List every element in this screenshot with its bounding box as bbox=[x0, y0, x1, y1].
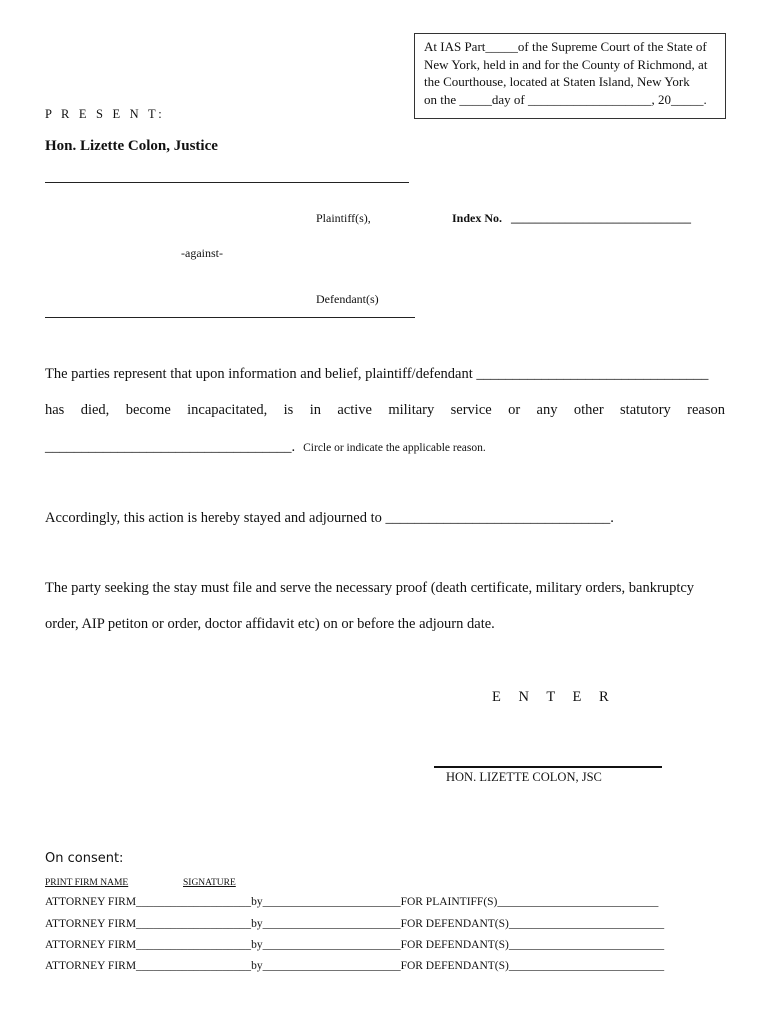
defendant-label: Defendant(s) bbox=[316, 292, 379, 306]
word: has bbox=[45, 402, 65, 418]
paragraph-proof-line2: order, AIP petiton or order, doctor affidavit etc) on or before the adjourn date. bbox=[45, 616, 495, 632]
word: incapacitated, bbox=[187, 402, 268, 418]
reason-blank: __________________________________. bbox=[45, 439, 296, 455]
word: active bbox=[337, 402, 372, 418]
header-print-firm-name: PRINT FIRM NAME bbox=[45, 878, 129, 888]
judge-signature-line bbox=[434, 766, 662, 768]
consent-row-plaintiff[interactable] bbox=[45, 896, 658, 908]
court-info-line: the Courthouse, located at Staten Island, New York bbox=[424, 74, 690, 89]
consent-title: On consent: bbox=[45, 851, 124, 866]
word: or bbox=[508, 402, 521, 418]
word: military bbox=[388, 402, 435, 418]
word: reason bbox=[687, 402, 725, 418]
word: in bbox=[309, 402, 321, 418]
party-field[interactable]: FOR DEFENDANT(S)___________________________ bbox=[400, 939, 665, 951]
consent-row-defendant[interactable] bbox=[45, 960, 664, 972]
court-info-line: New York, held in and for the County of Richmond, at bbox=[424, 56, 708, 72]
paragraph-parties-line2 bbox=[45, 402, 725, 419]
word: service bbox=[450, 402, 492, 418]
justice-name: Hon. Lizette Colon, Justice bbox=[45, 138, 218, 154]
court-info-line: on the _____day of ___________________, 20_____. bbox=[424, 91, 707, 107]
word: statutory bbox=[620, 402, 671, 418]
signature-by-field[interactable]: by________________________ bbox=[251, 960, 401, 972]
header-signature: SIGNATURE bbox=[183, 878, 236, 888]
party-field[interactable]: FOR DEFENDANT(S)___________________________ bbox=[400, 918, 665, 930]
court-info-box bbox=[414, 33, 726, 119]
party-field[interactable]: FOR PLAINTIFF(S)____________________________ bbox=[400, 896, 659, 908]
caption-bottom-rule bbox=[45, 317, 415, 318]
attorney-firm-field[interactable]: ATTORNEY FIRM____________________ bbox=[45, 960, 252, 972]
plaintiff-label: Plaintiff(s), bbox=[316, 211, 371, 225]
word: is bbox=[283, 402, 294, 418]
word: other bbox=[573, 402, 604, 418]
paragraph-adjourned: Accordingly, this action is hereby stayed and adjourned to _______________________________. bbox=[45, 510, 614, 526]
word: become bbox=[125, 402, 171, 418]
index-label: Index No. bbox=[452, 211, 503, 225]
attorney-firm-field[interactable]: ATTORNEY FIRM____________________ bbox=[45, 939, 252, 951]
signature-by-field[interactable]: by________________________ bbox=[251, 896, 401, 908]
index-blank: ______________________________ bbox=[511, 211, 692, 225]
index-number-field[interactable] bbox=[452, 211, 691, 226]
word: died, bbox=[80, 402, 110, 418]
consent-row-defendant[interactable] bbox=[45, 918, 664, 930]
paragraph-parties-line1: The parties represent that upon information and belief, plaintiff/defendant ________________________________ bbox=[45, 366, 709, 382]
reason-note: Circle or indicate the applicable reason. bbox=[303, 442, 486, 454]
court-info-line: At IAS Part_____of the Supreme Court of the State of bbox=[424, 39, 707, 54]
word: any bbox=[536, 402, 558, 418]
caption-top-rule bbox=[45, 182, 409, 183]
signature-by-field[interactable]: by________________________ bbox=[251, 939, 401, 951]
against-label: -against- bbox=[181, 246, 223, 260]
party-field[interactable]: FOR DEFENDANT(S)___________________________ bbox=[400, 960, 665, 972]
paragraph-parties-line3 bbox=[45, 438, 486, 456]
attorney-firm-field[interactable]: ATTORNEY FIRM____________________ bbox=[45, 896, 252, 908]
attorney-firm-field[interactable]: ATTORNEY FIRM____________________ bbox=[45, 918, 252, 930]
present-label: P R E S E N T: bbox=[45, 107, 165, 121]
judge-name: HON. LIZETTE COLON, JSC bbox=[446, 770, 602, 784]
enter-label: E N T E R bbox=[492, 689, 616, 705]
consent-row-defendant[interactable] bbox=[45, 939, 664, 951]
paragraph-proof-line1: The party seeking the stay must file and serve the necessary proof (death certificate, military orders, bankruptcy bbox=[45, 580, 695, 596]
signature-by-field[interactable]: by________________________ bbox=[251, 918, 401, 930]
